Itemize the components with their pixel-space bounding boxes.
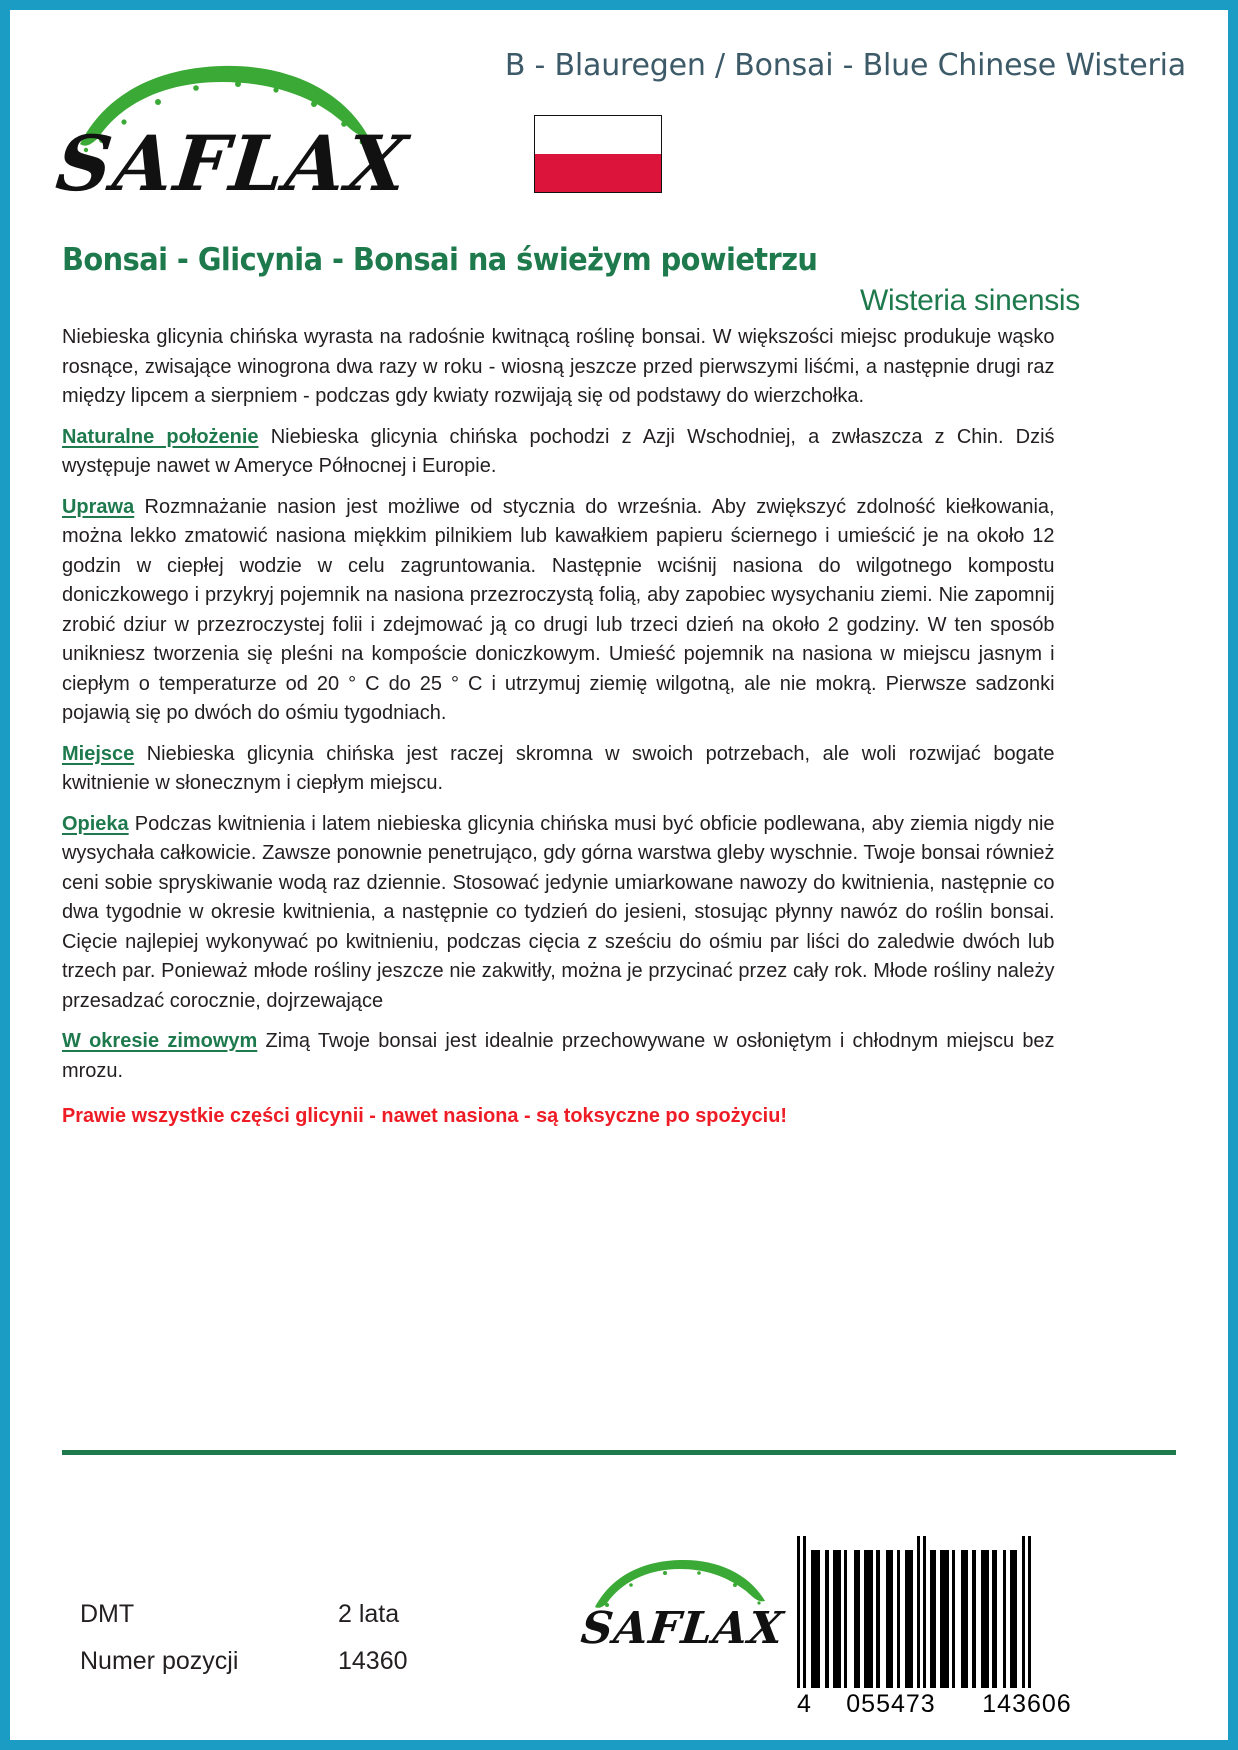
page-title: Bonsai - Glicynia - Bonsai na świeżym powietrzu	[62, 242, 818, 278]
barcode-digits	[797, 1690, 1095, 1719]
saflax-footer-logo	[578, 1555, 787, 1654]
section-heading: Naturalne położenie	[62, 424, 259, 448]
section-body: Niebieska glicynia chińska jest raczej skromna w swoich potrzebach, ale woli rozwijać bogate kwitnienie w słonecznym i ciepłym miejscu.	[62, 741, 1055, 794]
section-natural-location	[62, 422, 1055, 481]
detail-label: DMT	[80, 1600, 135, 1628]
intro-paragraph: Niebieska glicynia chińska wyrasta na radośnie kwitnącą roślinę bonsai. W większości miejsc produkuje wąsko rosnące, zwisające winogrona dwa razy w roku - wiosną jeszcze przed pierwszymi liśćmi, a następnie drugi raz między lipcem a sierpniem - podczas gdy kwiaty rozwijają się od podstawy do wierzchołka.	[62, 325, 1055, 407]
detail-value: 14360	[338, 1647, 408, 1675]
detail-label: Numer pozycji	[80, 1647, 239, 1675]
table-row	[80, 1600, 408, 1629]
svg-text:SAFLAX: SAFLAX	[52, 118, 413, 208]
section-body: Podczas kwitnienia i latem niebieska glicynia chińska musi być obficie podlewana, aby ziemia nigdy nie wysychała całkowicie. Zawsze ponownie penetrująco, gdy górna warstwa gleby wyschnie. Twoje bonsai również ceni sobie spryskiwanie wodą raz dziennie. Stosować jedynie umiarkowane nawozy do kwitnienia, następnie co dwa tygodnie w okresie kwitnienia, a następnie co tydzień do jesieni, stosując płynny nawóz do roślin bonsai. Cięcie najlepiej wykonywać po kwitnieniu, podczas cięcia z sześciu do ośmiu par liści do zaledwie dwóch lub trzech par. Ponieważ młode rośliny jeszcze nie zakwitły, można je przycinać przez cały rok. Młode rośliny należy przesadzać corocznie, dojrzewające	[62, 811, 1055, 1012]
section-body: Rozmnażanie nasion jest możliwe od stycznia do września. Aby zwiększyć zdolność kiełkowania, można lekko zmatowić nasiona miękkim pilnikiem lub kawałkiem papieru ściernego i umieścić je na około 12 godzin w ciepłej wodzie w celu zagruntowania. Następnie wciśnij nasiona do wilgotnego kompostu doniczkowego i przykryj pojemnik na nasiona przezroczystą folią, aby zapobiec wysychaniu ziemi. Nie zapomnij zrobić dziur w przezroczystej folii i zdejmować ją co drugi lub trzeci dzień na około 2 godziny. W ten sposób unikniesz tworzenia się pleśni na kompoście doniczkowym. Umieść pojemnik na nasiona w miejscu jasnym i ciepłym o temperaturze od 20 ° C do 25 ° C i utrzymuj ziemię wilgotną, ale nie mokrą. Pierwsze sadzonki pojawią się po dwóch do ośmiu tygodniach.	[62, 494, 1055, 724]
page-header	[10, 10, 1228, 215]
packet-header-title: B - Blauregen / Bonsai - Blue Chinese Wisteria	[504, 48, 1186, 83]
footer-divider	[62, 1450, 1176, 1455]
section-care	[62, 809, 1055, 1016]
barcode-bars	[797, 1550, 1095, 1688]
svg-text:SAFLAX: SAFLAX	[578, 1603, 787, 1654]
product-details-table	[80, 1600, 408, 1694]
section-heading: Uprawa	[62, 494, 135, 518]
section-location	[62, 739, 1055, 798]
poland-flag-icon	[534, 115, 662, 193]
botanical-name: Wisteria sinensis	[860, 284, 1080, 317]
toxicity-warning: Prawie wszystkie części glicynii - nawet nasiona - są toksyczne po spożyciu!	[62, 1104, 787, 1127]
ean13-barcode	[797, 1550, 1095, 1719]
section-heading: Miejsce	[62, 741, 135, 765]
section-heading: W okresie zimowym	[62, 1029, 258, 1052]
section-winter	[62, 1026, 1055, 1085]
section-cultivation	[62, 492, 1055, 728]
main-content	[62, 242, 1080, 1130]
saflax-logo	[52, 58, 413, 208]
barcode-digit-first: 4	[797, 1690, 811, 1718]
detail-value: 2 lata	[338, 1600, 400, 1628]
section-heading: Opieka	[62, 811, 129, 835]
barcode-digits-left: 055473	[846, 1690, 936, 1718]
section-body: Zimą Twoje bonsai jest idealnie przechowywane w osłoniętym i chłodnym miejscu bez mrozu.	[62, 1029, 1055, 1082]
table-row	[80, 1647, 408, 1676]
barcode-digits-right: 143606	[982, 1690, 1072, 1718]
section-body: Niebieska glicynia chińska pochodzi z Azji Wschodniej, a zwłaszcza z Chin. Dziś występuje nawet w Ameryce Północnej i Europie.	[62, 424, 1055, 477]
page-footer	[10, 1480, 1228, 1750]
